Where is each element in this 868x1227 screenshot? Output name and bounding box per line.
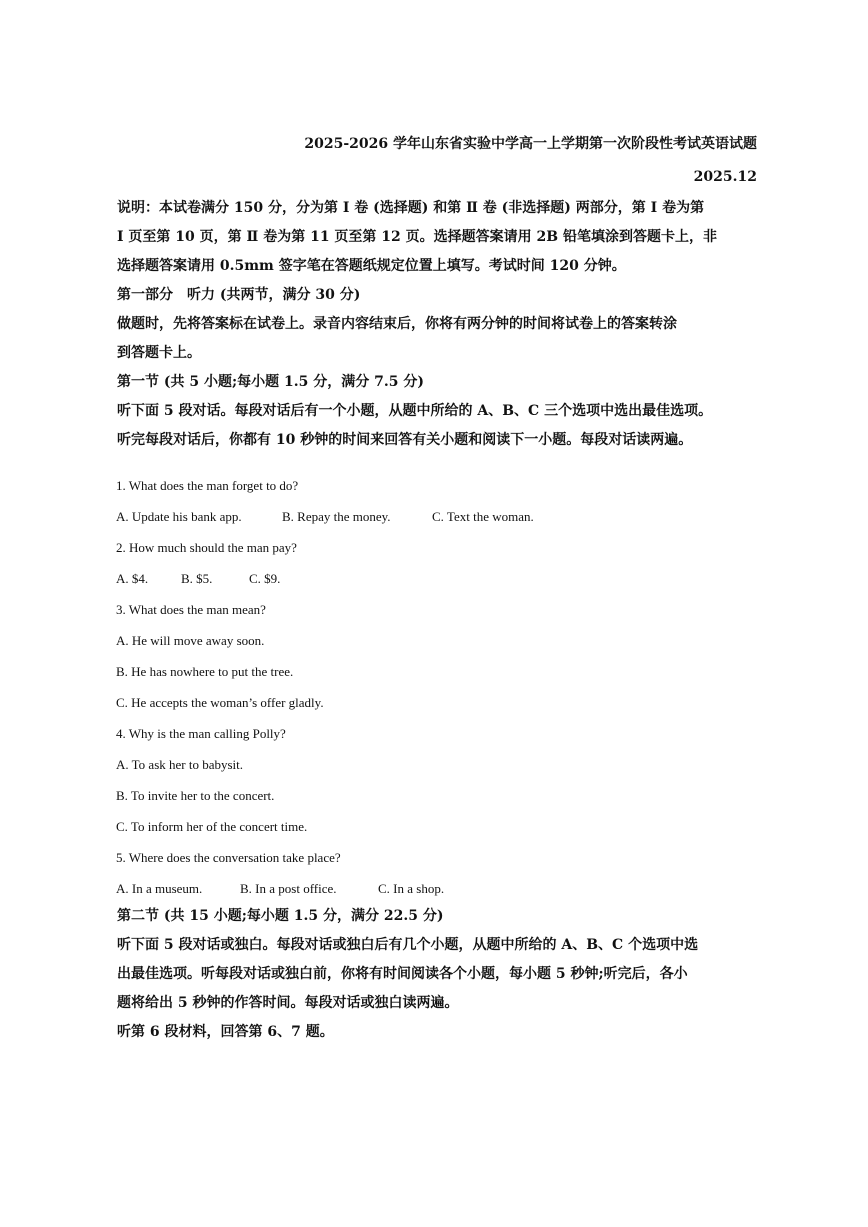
exam-date: 2025.12 — [693, 169, 757, 185]
section2-desc-line: 题将给出 5 秒钟的作答时间。每段对话或独白读两遍。 — [117, 995, 459, 1011]
option-c: C. In a shop. — [378, 881, 445, 896]
part1-desc-line: 到答题卡上。 — [117, 345, 201, 361]
instructions-line: 说明：本试卷满分 150 分，分为第 Ⅰ 卷 (选择题) 和第 Ⅱ 卷 (非选择题) 两部分，第 Ⅰ 卷为第 — [117, 200, 705, 216]
question-options — [116, 563, 756, 594]
option-b: B. $5. — [181, 571, 213, 586]
part1-heading: 第一部分 听力 (共两节，满分 30 分) — [117, 287, 361, 303]
question-option-line: B. To invite her to the concert. — [116, 788, 275, 803]
option-c: C. $9. — [249, 571, 281, 586]
question-stem: 5. Where does the conversation take place? — [116, 850, 341, 865]
instructions-block — [117, 194, 759, 455]
question-option-line: C. To inform her of the concert time. — [116, 819, 308, 834]
option-a: A. In a museum. — [116, 881, 203, 896]
section2-desc-line: 出最佳选项。听每段对话或独白前，你将有时间阅读各个小题，每小题 5 秒钟;听完后，各小 — [117, 966, 688, 982]
section2-heading: 第二节 (共 15 小题;每小题 1.5 分，满分 22.5 分) — [117, 908, 444, 924]
section1-desc-line: 听完每段对话后，你都有 10 秒钟的时间来回答有关小题和阅读下一小题。每段对话读两遍。 — [117, 432, 693, 448]
section2-material: 听第 6 段材料，回答第 6、7 题。 — [117, 1024, 334, 1040]
question-option-line: C. He accepts the woman’s offer gladly. — [116, 695, 324, 710]
option-c: C. Text the woman. — [432, 509, 534, 524]
option-b: B. Repay the money. — [282, 509, 391, 524]
option-b: B. In a post office. — [240, 881, 337, 896]
question-option-line: A. To ask her to babysit. — [116, 757, 244, 772]
question-options — [116, 873, 756, 904]
question-option-line: B. He has nowhere to put the tree. — [116, 664, 294, 679]
question-option-line: A. He will move away soon. — [116, 633, 265, 648]
question-stem: 2. How much should the man pay? — [116, 540, 297, 555]
question-stem: 3. What does the man mean? — [116, 602, 266, 617]
section1-desc-line: 听下面 5 段对话。每段对话后有一个小题，从题中所给的 A、B、C 三个选项中选出最佳选项。 — [117, 403, 713, 419]
question-options — [116, 501, 756, 532]
section2-block — [117, 902, 759, 1047]
instructions-line: 选择题答案请用 0.5mm 签字笔在答题纸规定位置上填写。考试时间 120 分钟。 — [117, 258, 626, 274]
question-stem: 1. What does the man forget to do? — [116, 478, 299, 493]
question-stem: 4. Why is the man calling Polly? — [116, 726, 286, 741]
exam-title: 2025-2026 学年山东省实验中学高一上学期第一次阶段性考试英语试题 — [304, 136, 757, 152]
part1-desc-line: 做题时，先将答案标在试卷上。录音内容结束后，你将有两分钟的时间将试卷上的答案转涂 — [117, 316, 677, 332]
option-a: A. $4. — [116, 571, 149, 586]
questions-block — [116, 470, 756, 904]
section2-desc-line: 听下面 5 段对话或独白。每段对话或独白后有几个小题，从题中所给的 A、B、C 个选项中选 — [117, 937, 699, 953]
instructions-line: Ⅰ 页至第 10 页，第 Ⅱ 卷为第 11 页至第 12 页。选择题答案请用 2B 铅笔填涂到答题卡上，非 — [117, 229, 717, 245]
option-a: A. Update his bank app. — [116, 509, 242, 524]
section1-heading: 第一节 (共 5 小题;每小题 1.5 分，满分 7.5 分) — [117, 374, 424, 390]
